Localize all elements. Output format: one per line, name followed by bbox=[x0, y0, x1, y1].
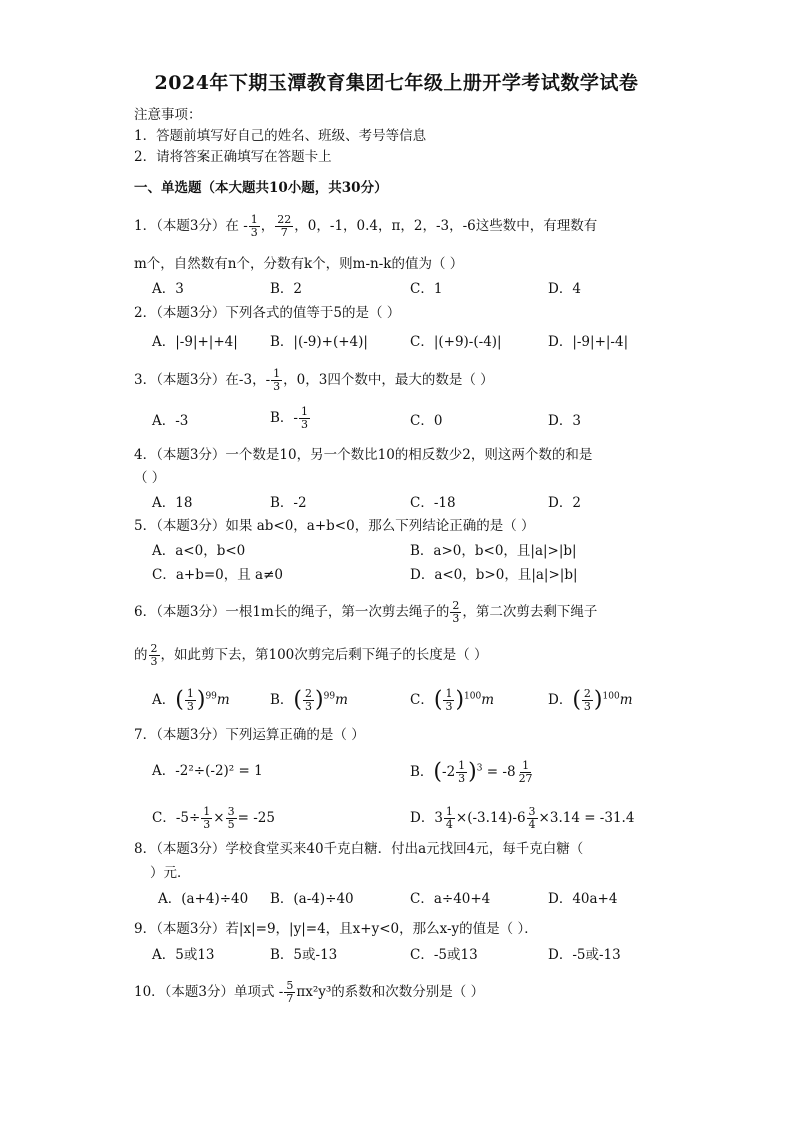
question-4: 4．（本题3分）一个数是10，另一个数比10的相反数少2，则这两个数的和是 bbox=[134, 447, 593, 463]
q2-option-d[interactable]: D．|-9|+|-4| bbox=[548, 334, 629, 350]
q6-continuation: 的 $\frac{2}{3}$ ，如此剪下去，第100次剪完后剩下绳子的长度是（ ） bbox=[134, 642, 488, 668]
q6-option-c[interactable]: C．( $\frac{1}{3}$ )$^{100}$m bbox=[410, 687, 495, 713]
q9-option-b[interactable]: B．5或-13 bbox=[270, 947, 338, 963]
question-8: 8．（本题3分）学校食堂买来40千克白糖．付出a元找回4元，每千克白糖（ bbox=[134, 841, 584, 857]
q4-continuation: （ ） bbox=[134, 470, 166, 486]
q5-option-d[interactable]: D．a<0，b>0，且|a|>|b| bbox=[410, 567, 578, 583]
q1-text-b: ，0，-1，0.4，π，2，-3，-6这些数中，有理数有 bbox=[294, 218, 598, 234]
q1-option-b[interactable]: B．2 bbox=[270, 281, 303, 297]
q9-option-c[interactable]: C．-5或13 bbox=[410, 947, 478, 963]
q3-text-a: 3．（本题3分）在-3，- bbox=[134, 372, 271, 388]
fraction-22-7: $\frac{22}{7}$ bbox=[277, 213, 292, 239]
q4-option-c[interactable]: C．-18 bbox=[410, 495, 456, 511]
q8-option-d[interactable]: D．40a+4 bbox=[548, 891, 618, 907]
q4-option-a[interactable]: A．18 bbox=[152, 495, 193, 511]
q3-option-c[interactable]: C．0 bbox=[410, 413, 443, 429]
question-2: 2．（本题3分）下列各式的值等于5的是（ ） bbox=[134, 305, 401, 321]
q2-option-b[interactable]: B．|(-9)+(+4)| bbox=[270, 334, 368, 350]
q5-option-b[interactable]: B．a>0，b<0，且|a|>|b| bbox=[410, 543, 577, 559]
q1-text-a: 1．（本题3分）在 bbox=[134, 218, 239, 234]
q7-option-b[interactable]: B．(-2 $\frac{1}{3}$ )$^3$ = -8 $\frac{1}{27}$ bbox=[410, 759, 533, 785]
q3-option-a[interactable]: A．-3 bbox=[152, 413, 189, 429]
q8-option-c[interactable]: C．a÷40+4 bbox=[410, 891, 491, 907]
q4-option-d[interactable]: D．2 bbox=[548, 495, 581, 511]
q6-option-d[interactable]: D．( $\frac{2}{3}$ )$^{100}$m bbox=[548, 687, 633, 713]
q7-option-c[interactable]: C．-5÷ $\frac{1}{3}$ × $\frac{3}{5}$ = -25 bbox=[152, 805, 275, 831]
question-1: 1．（本题3分）在 - $\frac{1}{3}$ ， $\frac{22}{7}$ ，0，-1，0.4，π，2，-3，-6这些数中，有理数有 bbox=[134, 213, 598, 239]
q3-text-b: ，0，3四个数中，最大的数是（ ） bbox=[283, 372, 494, 388]
question-6: 6．（本题3分）一根1m长的绳子，第一次剪去绳子的 $\frac{2}{3}$ ，第二次剪去剩下绳子 bbox=[134, 599, 598, 625]
question-9: 9．（本题3分）若|x|=9，|y|=4，且x+y<0，那么x-y的值是（ ）． bbox=[134, 921, 538, 937]
notes-item-2: 2．请将答案正确填写在答题卡上 bbox=[134, 149, 332, 165]
q1-option-d[interactable]: D．4 bbox=[548, 281, 581, 297]
q8-option-b[interactable]: B．(a-4)÷40 bbox=[270, 891, 354, 907]
notes-heading: 注意事项： bbox=[134, 107, 202, 123]
question-10: 10．（本题3分）单项式 - $\frac{5}{7}$ πx²y³的系数和次数分别是（ ） bbox=[134, 979, 485, 1005]
q5-option-c[interactable]: C．a+b=0，且 a≠0 bbox=[152, 567, 283, 583]
q2-option-a[interactable]: A．|-9|+|+4| bbox=[152, 334, 238, 350]
q1-option-c[interactable]: C．1 bbox=[410, 281, 443, 297]
question-3 bbox=[134, 368, 494, 393]
fraction-one-third: $\frac{1}{3}$ bbox=[250, 213, 258, 239]
q1-option-a[interactable]: A．3 bbox=[152, 281, 184, 297]
section-heading: 一、单选题（本大题共10小题，共30分） bbox=[134, 180, 388, 196]
q3-option-d[interactable]: D．3 bbox=[548, 413, 581, 429]
q4-option-b[interactable]: B．-2 bbox=[270, 495, 307, 511]
q7-option-d[interactable]: D．3 $\frac{1}{4}$ ×(-3.14)-6 $\frac{3}{4}$ ×3.14 = -31.4 bbox=[410, 805, 635, 831]
notes-item-1: 1．答题前填写好自己的姓名、班级、考号等信息 bbox=[134, 128, 427, 144]
q1-text-c: m个，自然数有n个，分数有k个，则m-n-k的值为（ ） bbox=[134, 256, 464, 272]
question-5: 5．（本题3分）如果 ab<0，a+b<0，那么下列结论正确的是（ ） bbox=[134, 518, 535, 534]
q8-option-a[interactable]: A．(a+4)÷40 bbox=[158, 891, 249, 907]
q6-option-a[interactable]: A．( $\frac{1}{3}$ )$^{99}$m bbox=[152, 687, 230, 713]
q2-option-c[interactable]: C．|(+9)-(-4)| bbox=[410, 334, 502, 350]
q9-option-d[interactable]: D．-5或-13 bbox=[548, 947, 621, 963]
q5-option-a[interactable]: A．a<0，b<0 bbox=[152, 543, 246, 559]
page-title: 2024年下期玉潭教育集团七年级上册开学考试数学试卷 bbox=[154, 72, 639, 94]
q6-option-b[interactable]: B．( $\frac{2}{3}$ )$^{99}$m bbox=[270, 687, 348, 713]
q8-continuation: ）元． bbox=[150, 865, 191, 881]
q3-option-b[interactable]: B．- $\frac{1}{3}$ bbox=[270, 405, 308, 431]
q7-option-a[interactable]: A．-2²÷(-2)² = 1 bbox=[152, 763, 263, 779]
q9-option-a[interactable]: A．5或13 bbox=[152, 947, 215, 963]
question-7: 7．（本题3分）下列运算正确的是（ ） bbox=[134, 727, 365, 743]
fraction-one-third: $\frac{1}{3}$ bbox=[273, 367, 281, 393]
